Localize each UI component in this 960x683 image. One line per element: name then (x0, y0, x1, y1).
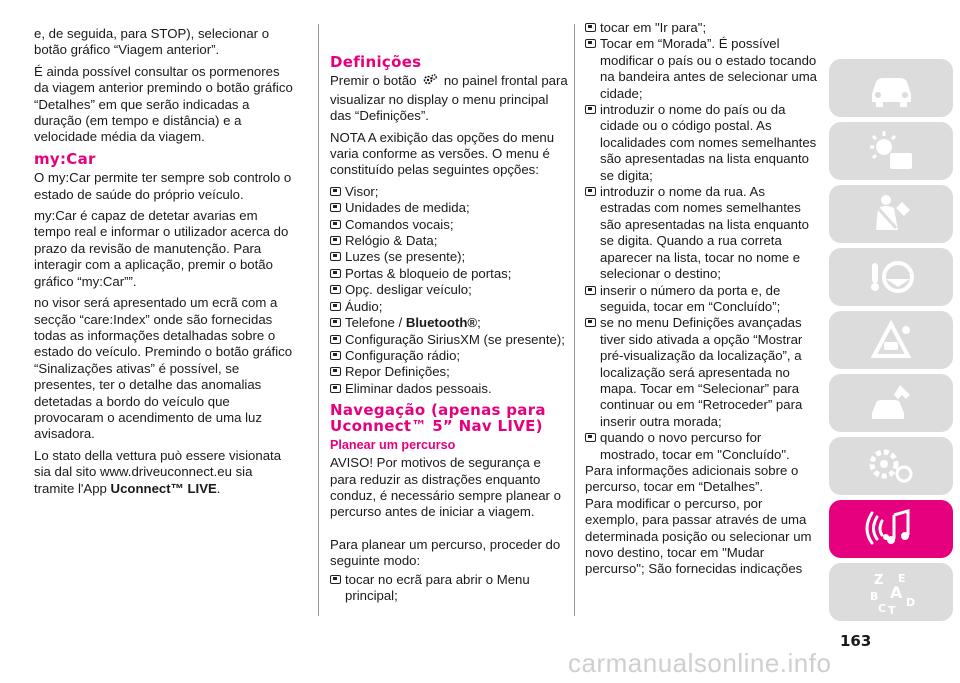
safety-icon (864, 190, 918, 238)
list-item-text: inserir o número da porta e, de seguida, tocar em “Concluído”; (600, 282, 781, 314)
paragraph: AVISO! Por motivos de segurança e para reduzir as distrações enquanto conduz, é necessário sempre planear o percurso antes de iniciar a viagem. (330, 455, 561, 520)
page-number: 163 (840, 632, 872, 650)
starting-driving-icon (864, 253, 918, 301)
list-item-text: Tocar em “Morada”. É possível modificar o país ou o estado tocando na bandeira antes de selecionar uma cidade; (600, 36, 818, 101)
bullet-icon (585, 105, 596, 114)
paragraph: Para planear um percurso, proceder do seguinte modo: (330, 536, 561, 569)
middle-column (330, 54, 568, 604)
list-item (330, 364, 568, 380)
list-item-text: Opç. desligar veículo; (345, 282, 472, 298)
list-item (330, 332, 568, 348)
paragraph: É ainda possível consultar os pormenores da viagem anterior premindo o botão gráfico “Detalhes” em que serão indicadas a duração (em tempo e distância) e a velocidade média da viagem. (34, 63, 293, 145)
index-letter: E (898, 572, 906, 585)
bullet-icon (585, 39, 596, 48)
multimedia-icon (864, 505, 918, 553)
brand-name: Uconnect™ LIVE (110, 480, 217, 496)
bullet-icon (585, 23, 596, 32)
bullet-icon (330, 269, 341, 278)
text: Telefone / (345, 315, 406, 331)
column-divider (318, 24, 319, 616)
list-item (330, 184, 568, 200)
index-letter: Z (874, 573, 884, 588)
text: ; (477, 315, 481, 331)
list-item-text: Repor Definições; (345, 364, 450, 380)
list-item-text (345, 315, 481, 331)
text: Lo stato della vettura può essere visionata sia dal sito www.driveuconnect.eu sia tramite l'App (34, 447, 282, 496)
bullet-icon (330, 367, 341, 376)
list-item-text: tocar em "Ir para"; (600, 20, 707, 35)
list-item (330, 348, 568, 364)
paragraph: O my:Car permite ter sempre sob controlo o estado de saúde do próprio veículo. (34, 170, 292, 202)
list-item (330, 315, 568, 331)
bullet-icon (330, 575, 341, 584)
brand-name: Bluetooth® (405, 315, 478, 331)
bullet-icon (330, 252, 341, 261)
watermark: carmanualsonline.info (568, 648, 832, 678)
text: Premir o botão (330, 73, 417, 89)
paragraph: no visor será apresentado um ecrã com a secção “care:Index” onde são fornecidas todas as informações detalhadas sobre o estado do veículo. Premindo o botão gráfico “Sinalizações ativas” é possível, se presentes, ter o detalhe das anomalias detetadas a bordo do veículo que provocaram o acendimento de uma luz avisadora. (34, 295, 293, 442)
list-item (585, 102, 817, 184)
list-item (330, 266, 568, 282)
list-item (330, 381, 568, 397)
bullet-icon (330, 318, 341, 327)
list-item (330, 217, 568, 233)
list-item-text: quando o novo percurso for mostrado, tocar em "Concluído". (600, 430, 790, 462)
list-item (585, 315, 817, 430)
subheading-planear-percurso: Planear um percurso (330, 438, 456, 453)
list-item-text: Luzes (se presente); (345, 249, 466, 265)
paragraph: my:Car é capaz de detetar avarias em tempo real e informar o utilizador acerca do prazo da revisão de manutenção. Para interagir com a aplicação, premir o botão gráfico “my:Car””. (34, 208, 289, 289)
bullet-icon (330, 203, 341, 212)
bullet-icon (585, 286, 596, 295)
paragraph (330, 73, 568, 124)
list-item-text: Áudio; (345, 298, 383, 314)
left-column (34, 26, 296, 502)
tab-maintenance[interactable] (829, 374, 953, 432)
tab-safety[interactable] (829, 185, 953, 243)
list-item (330, 282, 568, 298)
tab-multimedia[interactable] (829, 500, 953, 558)
section-heading-mycar: my:Car (34, 149, 96, 168)
list-item (330, 299, 568, 315)
index-letter: A (890, 583, 903, 602)
list-item-text: Visor; (345, 183, 379, 199)
list-item (585, 430, 817, 463)
list-item-text: Configuração SiriusXM (se presente); (345, 331, 565, 347)
list-item-text: Comandos vocais; (345, 216, 454, 232)
bullet-icon (330, 384, 341, 393)
tab-breakdown[interactable] (829, 311, 953, 369)
technical-data-icon (864, 442, 918, 490)
index-letter: C (878, 602, 887, 615)
list-item-text: Relógio & Data; (345, 233, 438, 249)
section-heading-definicoes: Definições (330, 53, 422, 71)
index-icon (864, 568, 918, 616)
tab-warning-lights[interactable] (829, 122, 953, 180)
tab-starting-driving[interactable] (829, 248, 953, 306)
bullet-icon (330, 302, 341, 311)
bullet-icon (585, 187, 596, 196)
list-item (585, 283, 817, 316)
list-item (330, 249, 568, 265)
bullet-icon (330, 335, 341, 344)
bullet-icon (330, 220, 341, 229)
paragraph: Para informações adicionais sobre o percurso, tocar em “Detalhes”. (585, 462, 799, 495)
warning-lights-icon (864, 127, 918, 175)
paragraph: e, de seguida, para STOP), selecionar o botão gráfico “Viagem anterior”. (34, 26, 270, 58)
column-divider (574, 24, 575, 616)
tab-car[interactable] (829, 59, 953, 117)
index-letter: T (888, 604, 896, 616)
paragraph (34, 448, 296, 497)
breakdown-icon (864, 316, 918, 364)
index-letter: D (906, 596, 916, 609)
index-letter: B (870, 590, 879, 603)
bullet-icon (330, 187, 341, 196)
section-heading-navegacao: Navegação (apenas para Uconnect™ 5” Nav LIVE) (330, 401, 546, 435)
list-item (330, 200, 568, 216)
list-item-text: Unidades de medida; (345, 200, 470, 216)
tab-index[interactable] (829, 563, 953, 621)
list-item-text: Configuração rádio; (345, 347, 461, 363)
list-item (585, 36, 817, 102)
right-column (585, 20, 817, 583)
list-item (330, 233, 568, 249)
list-item-text: Portas & bloqueio de portas; (345, 265, 512, 281)
list-item-text: introduzir o nome do país ou da cidade ou o código postal. As localidades com nomes semelhantes são apresentadas na lista enquanto se digita; (600, 102, 817, 183)
list-item-text: tocar no ecrã para abrir o Menu principal; (345, 571, 530, 603)
paragraph: Para modificar o percurso, por exemplo, para passar através de uma determinada posição ou selecionar um novo destino, tocar em "Mudar percurso"; São fornecidas indicações (585, 495, 812, 577)
bullet-icon (330, 351, 341, 360)
maintenance-icon (864, 379, 918, 427)
tab-technical-data[interactable] (829, 437, 953, 495)
list-item-text: se no menu Definições avançadas tiver sido ativada a opção “Mostrar pré-visualização da localização”, a localização será apresentada no mapa. Tocar em “Selecionar” para continuar ou em “Retroceder” para inserir outra morada; (600, 315, 803, 429)
text: . (216, 480, 221, 496)
bullet-icon (585, 318, 596, 327)
text: no painel frontal para visualizar no display o menu principal das “Definições”. (330, 73, 568, 124)
list-item-text: Eliminar dados pessoais. (345, 380, 492, 396)
list-item (585, 184, 817, 282)
bullet-icon (330, 236, 341, 245)
paragraph: NOTA A exibição das opções do menu varia conforme as versões. O menu é constituído pelas seguintes opções: (330, 129, 555, 178)
car-icon (864, 64, 918, 112)
list-item (585, 20, 817, 36)
list-item (330, 572, 568, 605)
bullet-icon (330, 285, 341, 294)
list-item-text: introduzir o nome da rua. As estradas com nomes semelhantes são apresentadas na lista enquanto se digita. Quando a rua correta aparecer na lista, tocar no nome e selecionar o destino; (600, 184, 809, 282)
bullet-icon (585, 433, 596, 442)
settings-gear-icon (422, 73, 438, 91)
